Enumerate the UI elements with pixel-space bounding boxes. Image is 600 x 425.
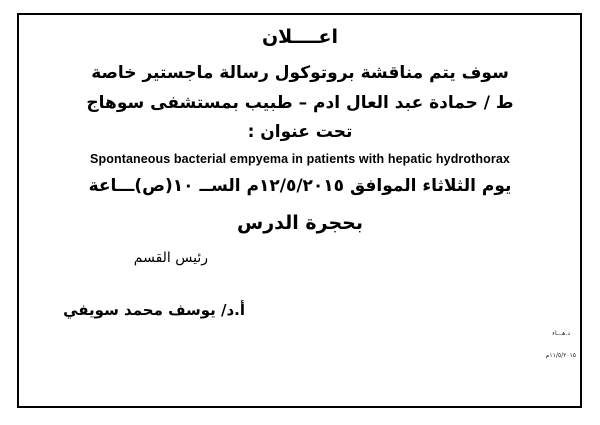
signatory-name: أ.د/ يوسف محمد سويفي bbox=[63, 301, 245, 319]
announcement-title: اعــــلان bbox=[261, 26, 339, 48]
location-line: بحجرة الدرس bbox=[237, 212, 363, 234]
stamp-text-1: د.هـ.ـاء bbox=[552, 330, 570, 337]
thesis-title: Spontaneous bacterial empyema in patients with hepatic hydrothorax bbox=[90, 152, 510, 166]
signature-role: رئيس القسم bbox=[133, 250, 208, 266]
announcement-line-2: ط / حمادة عبد العال ادم – طبيب بمستشفى سوهاج bbox=[86, 93, 514, 113]
schedule-line: يوم الثلاثاء الموافق ١٢/٥/٢٠١٥م الســ ١٠(ص)ـــاعة bbox=[88, 176, 512, 196]
announcement-line-3: تحت عنوان : bbox=[247, 122, 353, 142]
announcement-line-1: سوف يتم مناقشة بروتوكول رسالة ماجستير خاصة bbox=[91, 63, 509, 83]
stamp-date: ١١/٥/٢٠١٥م bbox=[545, 352, 576, 359]
